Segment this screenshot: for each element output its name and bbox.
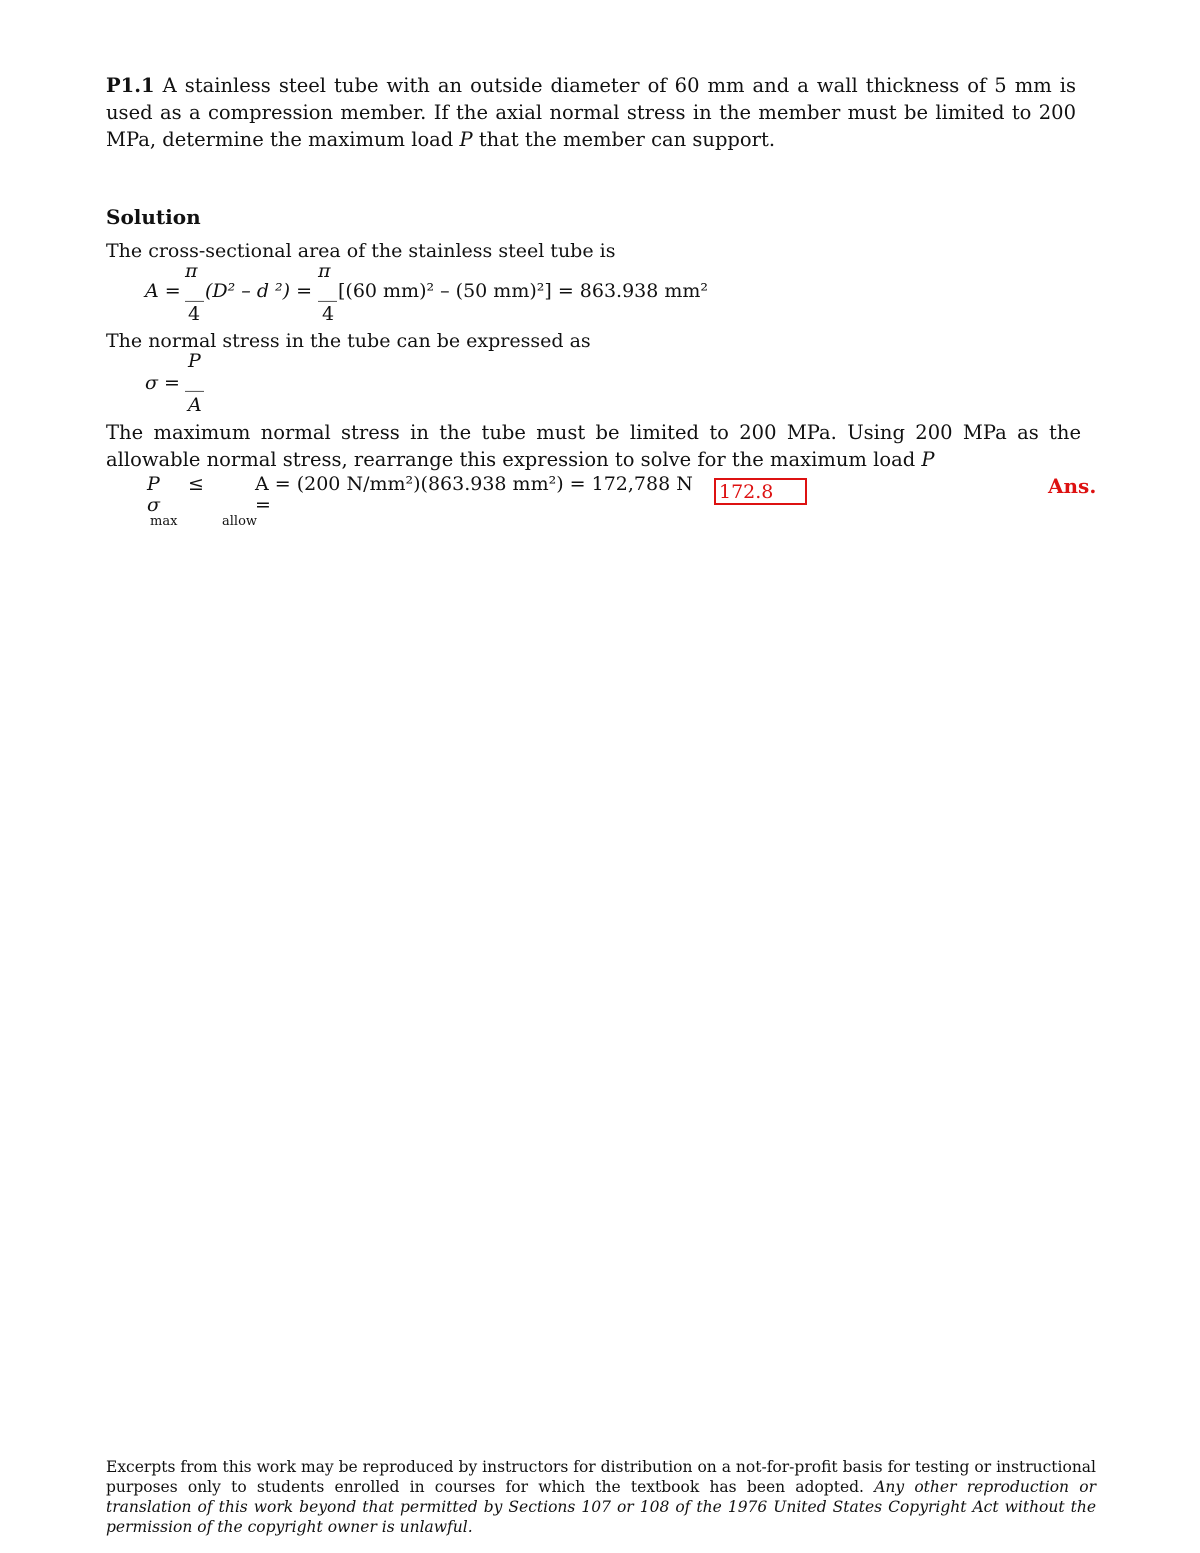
problem-label: P1.1 (106, 74, 155, 97)
area-frac-bar-2: __ (318, 280, 337, 302)
area-denom-2: 4 (322, 303, 335, 325)
stress-lhs: σ = (145, 372, 180, 394)
load-equals: = (255, 494, 271, 516)
problem-text-end: that the member can support. (478, 128, 776, 151)
problem-text: A stainless steel tube with an outside diameter of 60 mm and a wall thickness of 5 mm is used as a compression member. If the axial normal stress in the member must be limited to 200 MPa, determine the maximum load (106, 74, 1076, 151)
stress-num: P (188, 350, 201, 372)
area-rhs: [(60 mm)² – (50 mm)²] = 863.938 mm² (338, 280, 709, 302)
area-lhs: A = (145, 280, 181, 302)
area-denom-1: 4 (188, 303, 201, 325)
area-pi-2: π (318, 260, 331, 282)
solution-heading: Solution (106, 205, 201, 229)
solution-line-1: The cross-sectional area of the stainless steel tube is (106, 240, 616, 262)
stress-bar: __ (185, 370, 204, 392)
problem-statement (106, 72, 1076, 153)
area-pi-1: π (185, 260, 198, 282)
solution-line-2: The normal stress in the tube can be expressed as (106, 330, 591, 352)
copyright-footer (106, 1457, 1096, 1537)
solution-line-3-symbol: P (921, 448, 935, 471)
solution-line-3 (106, 419, 1081, 473)
load-sub-allow: allow (222, 514, 258, 529)
load-p: P (147, 473, 160, 495)
ans-label: Ans. (1048, 474, 1097, 498)
solution-line-3-text: The maximum normal stress in the tube must be limited to 200 MPa. Using 200 MPa as the allowable normal stress, rearrange this expression to solve for the maximum load (106, 421, 1081, 471)
answer-box: 172.8 (714, 478, 807, 505)
footer-italic: Any other reproduction or translation of this work beyond that permitted by Sections 107 or 108 of the 1976 United States Copyright Act without the permission of the copyright owner is unlawful. (106, 1478, 1096, 1536)
load-sub-max: max (150, 514, 178, 529)
load-rhs: A = (200 N/mm²)(863.938 mm²) = 172,788 N (255, 473, 693, 495)
problem-load-symbol: P (459, 128, 473, 151)
stress-den: A (188, 394, 202, 416)
load-sigma: σ (147, 494, 160, 516)
area-mid: (D² – d ²) = (205, 280, 313, 302)
footer-normal: Excerpts from this work may be reproduced by instructors for distribution on a not-for-profit basis for testing or instructional purposes only to students enrolled in courses for which the textbook has been adopted. (106, 1458, 1096, 1496)
load-le: ≤ (188, 473, 204, 495)
area-frac-bar-1: __ (185, 280, 204, 302)
